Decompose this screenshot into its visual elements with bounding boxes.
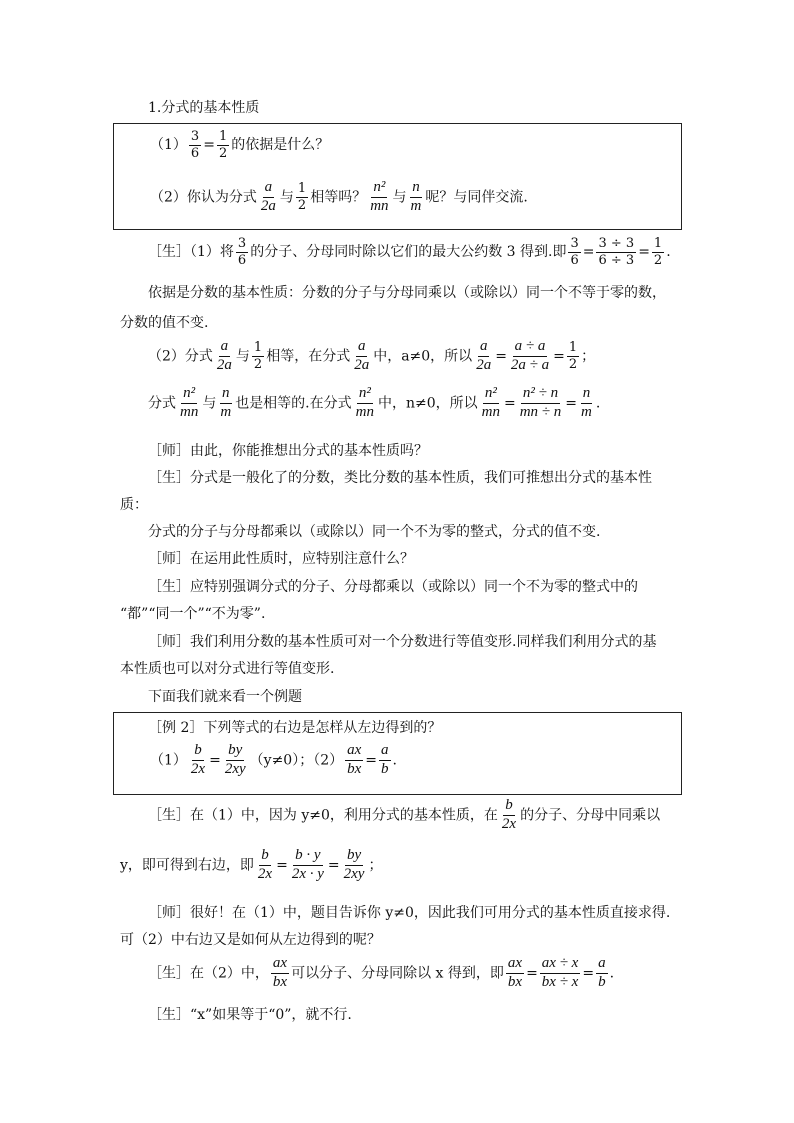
paragraph-teacher-3-line1: ［师］我们利用分数的基本性质可对一个分数进行等值变形.同样我们利用分式的基	[148, 634, 657, 650]
paragraph-rule: 分式的分子与分母都乘以（或除以）同一个不为零的整式，分式的值不变.	[148, 524, 601, 540]
paragraph-student-4-line1: ［生］在（1）中，因为 y≠0，利用分式的基本性质，在 $\frac{b}{2x}$ 的分子、分母中同乘以	[148, 797, 661, 832]
paragraph-equality-2: 分式 $\frac{\text{n²}}{mn}$ 与 $\frac{n}{m}$ 也是相等的.在分式 $\frac{\text{n²}}{mn}$ 中，n≠0，所以 $\frac{\text{n²}}{mn}$ = $\frac{\text{n² ÷ n}}{mn \div n}$ = $\frac{n}{m}$ .	[148, 385, 601, 420]
fraction: $\frac{1}{2}$	[653, 236, 663, 268]
paragraph-teacher-1: ［师］由此，你能推想出分式的基本性质吗？	[148, 443, 428, 459]
paragraph-student-5: ［生］在（2）中， $\frac{ax}{bx}$ 可以分子、分母同除以 x 得到，即 $\frac{ax}{bx}$ = $\frac{ax \div x}{bx \div x}$ = $\frac{a}{b}$ .	[148, 955, 615, 990]
question-1-label: （1）	[150, 137, 187, 154]
example-equations: （1） $\frac{b}{2x}$ = $\frac{by}{2xy}$ （y≠0）；（2） $\frac{ax}{bx}$ = $\frac{a}{b}$ .	[150, 742, 397, 777]
paragraph-equality-1: （2）分式 $\frac{a}{2a}$ 与 $\frac{1}{2}$ 相等，在分式 $\frac{a}{2a}$ 中，a≠0，所以 $\frac{a}{2a}$ = $\frac{a \div a}{2a \div a}$ = $\frac{1}{2}$ ；	[148, 338, 596, 373]
question-1-text: 的依据是什么？	[231, 137, 330, 154]
fraction: $\frac{1}{2}$	[297, 181, 307, 213]
fraction: $\frac{\text{n²}}{mn}$	[370, 179, 389, 214]
paragraph-basis-line2: 分数的值不变.	[120, 315, 209, 331]
fraction: $\frac{3}{6}$	[570, 236, 579, 268]
section-heading: 1.分式的基本性质	[148, 100, 260, 116]
paragraph-basis-line1: 依据是分数的基本性质：分数的分子与分母同乘以（或除以）同一个不等于零的数，	[148, 285, 666, 301]
paragraph-student-6: ［生］“x”如果等于“0”，就不行.	[148, 1007, 352, 1023]
paragraph-teacher-4-line2: 可（2）中右边又是如何从左边得到的呢？	[120, 932, 381, 948]
paragraph-student-3-line1: ［生］应特别强调分式的分子、分母都乘以（或除以）同一个不为零的整式中的	[148, 579, 638, 595]
paragraph-teacher-3-line2: 本性质也可以对分式进行等值变形.	[120, 661, 335, 677]
paragraph-student-2-line1: ［生］分式是一般化了的分数，类比分数的基本性质，我们可推想出分式的基本性	[148, 470, 652, 486]
paragraph-teacher-2: ［师］在运用此性质时，应特别注意什么？	[148, 551, 414, 567]
paragraph-student-3-line2: “都”“同一个”“不为零”.	[120, 606, 266, 622]
paragraph-teacher-4-line1: ［师］很好！在（1）中，题目告诉你 y≠0，因此我们可用分式的基本性质直接求得.	[148, 905, 671, 921]
fraction: $\frac{a}{2a}$	[260, 179, 276, 214]
example-title: ［例 2］下列等式的右边是怎样从左边得到的？	[148, 720, 442, 736]
question-2: （2）你认为分式 $\frac{a}{2a}$ 与 $\frac{1}{2}$ 相等吗？ $\frac{\text{n²}}{mn}$ 与 $\frac{n}{m}$ 呢？与同伴交流.	[150, 179, 528, 214]
fraction: $\frac{n}{m}$	[410, 179, 422, 214]
fraction: $\frac{1}{2}$	[218, 129, 228, 161]
question-1: （1） $\frac{3}{6}$ = $\frac{1}{2}$ 的依据是什么？	[150, 129, 330, 161]
paragraph-student-2-line2: 质：	[120, 497, 148, 513]
paragraph-intro-example: 下面我们就来看一个例题	[148, 689, 302, 705]
fraction: $\frac{3 \div 3}{6 \div 3}$	[598, 236, 635, 268]
paragraph-student-4-line2: y，即可得到右边，即 $\frac{b}{2x}$ = $\frac{b \cdot y}{2x \cdot y}$ = $\frac{by}{2xy}$ ；	[120, 847, 383, 882]
paragraph-student-1: ［生］（1）将 $\frac{3}{6}$ 的分子、分母同时除以它们的最大公约数 3 得到.即 $\frac{3}{6}$ = $\frac{3 \div 3}{6 \div 3}$ = $\frac{1}{2}$ .	[148, 236, 671, 268]
fraction: $\frac{3}{6}$	[237, 236, 247, 268]
fraction: $\frac{3}{6}$	[190, 129, 200, 161]
